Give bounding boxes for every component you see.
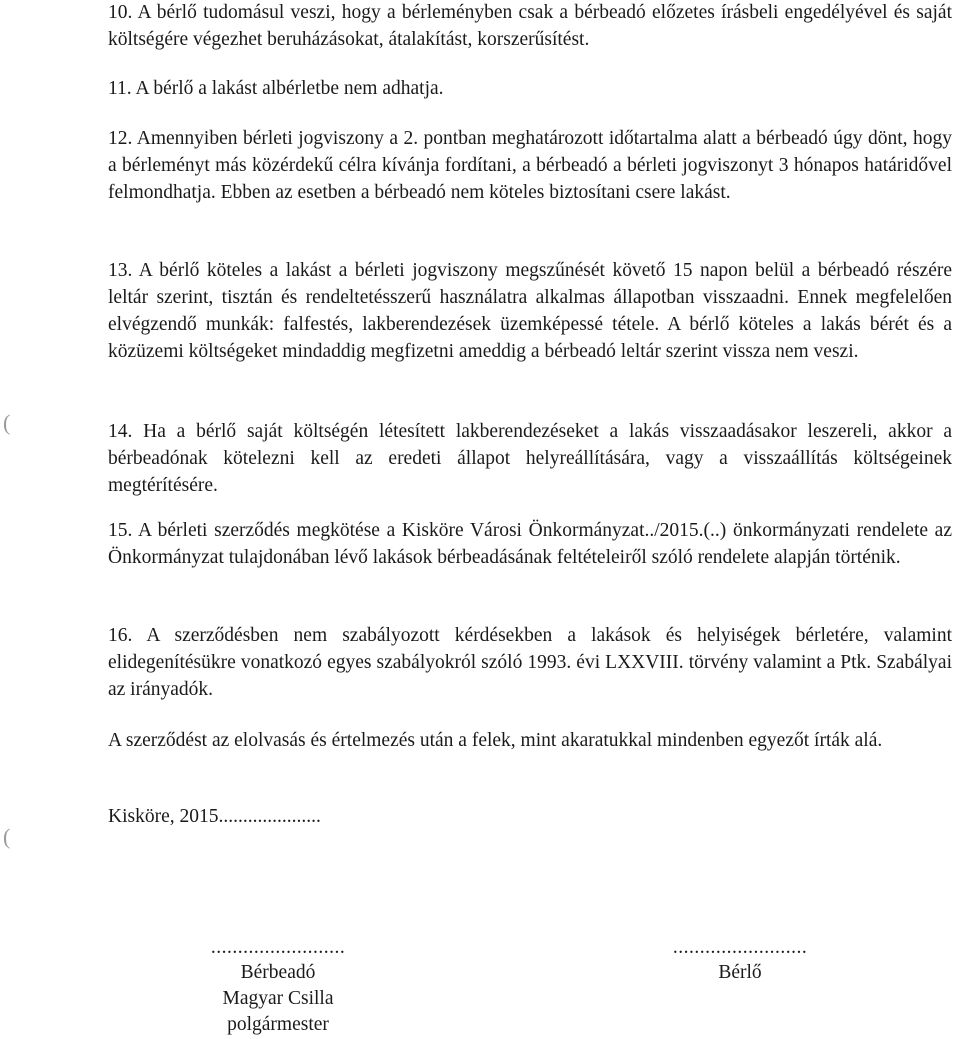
signature-role: Bérlő: [718, 962, 762, 983]
paragraph-14: 14. Ha a bérlő saját költségén létesített lakberendezéseket a lakás visszaadásakor leszereli, akkor a bérbeadónak kötelezni kell az eredeti állapot helyreállítására, vagy a visszaállítás költségeinek megtérítésére.: [108, 421, 952, 496]
signature-role: Bérbeadó: [240, 962, 316, 983]
signature-block-lessee: [630, 938, 850, 986]
signature-block-lessor: [168, 938, 388, 1038]
signature-line: .........................: [672, 937, 808, 958]
paragraph-12: 12. Amennyiben bérleti jogviszony a 2. pontban meghatározott időtartalma alatt a bérbeadó úgy dönt, hogy a bérleményt más közérdekű célra kívánja fordítani, a bérbeadó a bérleti jogviszonyt 3 hónapos határidővel felmondhatja. Ebben az esetben a bérbeadó nem köteles biztosítani csere lakást.: [108, 128, 952, 203]
signatory-name: Magyar Csilla: [222, 988, 334, 1009]
paragraph-13: 13. A bérlő köteles a lakást a bérleti jogviszony megszűnését követő 15 napon belül a bérbeadó részére leltár szerint, tisztán és rendeltetésszerű használatra alkalmas állapotban visszaadni. Ennek megfelelően elvégzendő munkák: falfestés, lakberendezések üzemképessé tétele. A bérlő köteles a lakás bérét és a közüzemi költségeket mindaddig megfizetni ameddig a bérbeadó leltár szerint vissza nem veszi.: [108, 260, 952, 362]
paragraph-10: 10. A bérlő tudomásul veszi, hogy a bérleményben csak a bérbeadó előzetes írásbeli engedélyével és saját költségére végezhet beruházásokat, átalakítást, korszerűsítést.: [108, 2, 952, 50]
margin-bracket-mark: (: [3, 410, 11, 435]
place-and-date: Kisköre, 2015.....................: [108, 806, 321, 827]
signature-line: .........................: [210, 937, 346, 958]
closing-statement: A szerződést az elolvasás és értelmezés után a felek, mint akaratukkal mindenben egyezőt írták alá.: [108, 730, 883, 751]
signatory-title: polgármester: [227, 1014, 329, 1035]
margin-bracket-mark: (: [3, 824, 11, 849]
paragraph-11: 11. A bérlő a lakást albérletbe nem adhatja.: [108, 78, 444, 99]
paragraph-16: 16. A szerződésben nem szabályozott kérdésekben a lakások és helyiségek bérletére, valamint elidegenítésükre vonatkozó egyes szabályokról szóló 1993. évi LXXVIII. törvény valamint a Ptk. Szabályai az irányadók.: [108, 625, 952, 700]
paragraph-15: 15. A bérleti szerződés megkötése a Kisköre Városi Önkormányzat../2015.(..) önkormányzati rendelete az Önkormányzat tulajdonában lévő lakások bérbeadásának feltételeiről szóló rendelete alapján történik.: [108, 520, 952, 568]
